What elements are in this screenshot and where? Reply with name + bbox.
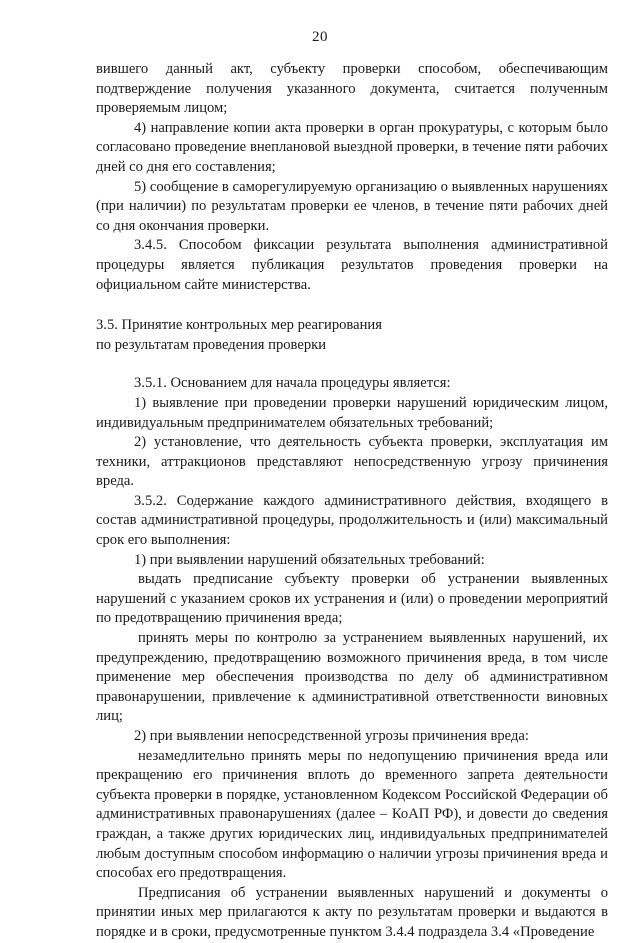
paragraph-orders-attached: Предписания об устранении выявленных нарушений и документы о принятии иных мер прилагаются к акту по результатам проверки и выдаются в порядке и в сроки, предусмотренные пунктом 3.4.4 подраздела 3.4 «Проведение: [96, 884, 608, 940]
paragraph-basis-1: 1) выявление при проведении проверки нарушений юридическим лицом, индивидуальным предпринимателем обязательных требований;: [96, 394, 608, 431]
section-heading-line-2: по результатам проведения проверки: [96, 336, 327, 353]
paragraph-3-5-1: 3.5.1. Основанием для начала процедуры является:: [134, 375, 451, 392]
paragraph-immediate-measures: незамедлительно принять меры по недопущению причинения вреда или прекращению его причинения вплоть до временного запрета деятельности субъекта проверки в порядке, установленном Кодексом Российской Федерации об административных правонарушениях (далее – КоАП РФ), и довести до сведения граждан, а также других юридических лиц, индивидуальных предпринимателей любым доступным способом информацию о наличии угрозы причинения вреда и способах его предотвращения.: [96, 747, 608, 882]
paragraph-item-5: 5) сообщение в саморегулируемую организацию о выявленных нарушениях (при наличии) по результатам проверки ее членов, в течение пяти рабочих дней со дня окончания проверки.: [96, 178, 608, 234]
paragraph-basis-2: 2) установление, что деятельность субъекта проверки, эксплуатация им техники, аттракционов представляют непосредственную угрозу причинения вреда.: [96, 434, 608, 490]
document-body: [96, 60, 608, 943]
paragraph-issue-order: выдать предписание субъекту проверки об устранении выявленных нарушений с указанием сроков их устранения и (или) о проведении мероприятий по предотвращению причинения вреда;: [96, 571, 608, 627]
paragraph-action-2: 2) при выявлении непосредственной угрозы причинения вреда:: [134, 728, 529, 744]
paragraph-control-measures: принять меры по контролю за устранением выявленных нарушений, их предупреждению, предотвращению возможного причинения вреда, в том числе применение мер обеспечения производства по делу об административном правонарушении, привлечение к административной ответственности виновных лиц;: [96, 630, 608, 725]
spacer: [96, 295, 608, 316]
paragraph-item-4: 4) направление копии акта проверки в орган прокуратуры, с которым было согласовано проведение внеплановой выездной проверки, в течение пяти рабочих дней со дня его составления;: [96, 119, 608, 175]
page-number: 20: [312, 29, 328, 45]
paragraph-3-5-2: 3.5.2. Содержание каждого административного действия, входящего в состав административной процедуры, продолжительность и (или) максимальный срок его выполнения:: [96, 492, 608, 549]
paragraph-3-4-5: 3.4.5. Способом фиксации результата выполнения административной процедуры является публикация результатов проведения проверки на официальном сайте министерства.: [96, 237, 608, 293]
paragraph-continuation: вившего данный акт, субъекту проверки способом, обеспечивающим подтверждение получения указанного документа, считается полученным проверяемым лицом;: [96, 61, 608, 117]
paragraph-action-1: 1) при выявлении нарушений обязательных требований:: [134, 551, 485, 568]
spacer: [96, 355, 608, 374]
section-heading-line-1: 3.5. Принятие контрольных мер реагирования: [96, 317, 382, 334]
